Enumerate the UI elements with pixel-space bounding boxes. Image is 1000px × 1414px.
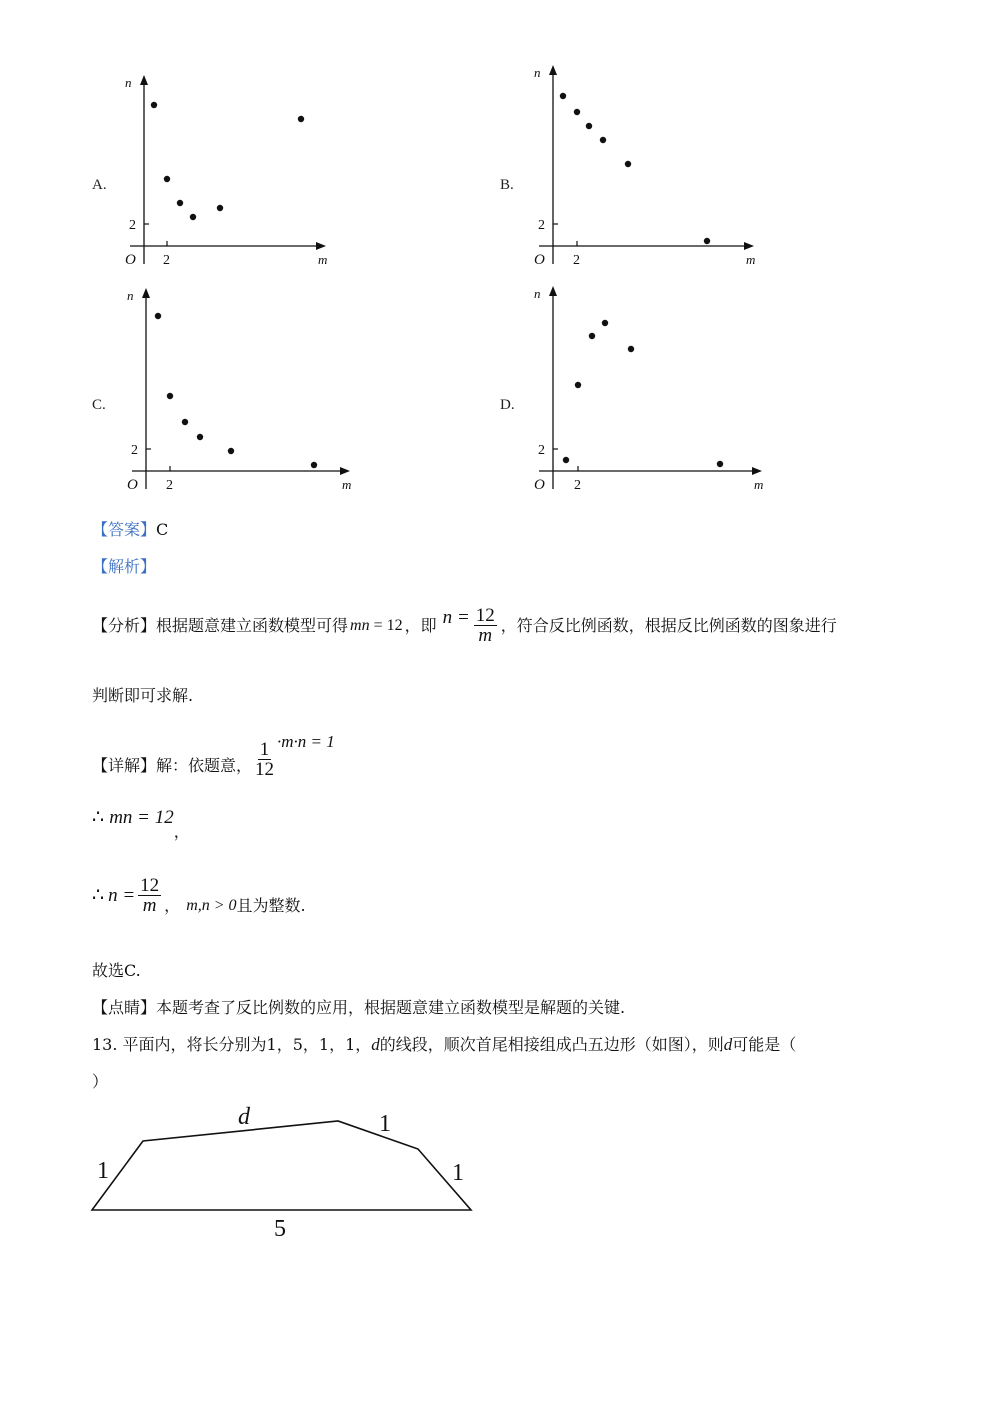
option-a-y-arrow xyxy=(140,75,148,85)
option-a-axis-label-m: m xyxy=(318,252,328,267)
option-d-x-arrow xyxy=(752,467,762,475)
fenxi-frac-den: m xyxy=(478,624,493,646)
option-c-point-5 xyxy=(228,448,234,454)
option-c-x-tick-label: 2 xyxy=(166,478,173,493)
xiangjie-frac-num: 1 xyxy=(259,739,270,760)
q13-post: 可能是（ xyxy=(732,1035,797,1054)
step1-expr: mn = 12 xyxy=(109,807,174,828)
option-c-axis-label-n: n xyxy=(127,288,134,303)
option-d-axis-label-m: m xyxy=(754,477,764,492)
option-c-point-6 xyxy=(311,462,317,468)
option-b-y-tick-label: 2 xyxy=(538,218,545,233)
fenxi-text1: 根据题意建立函数模型可得 xyxy=(156,616,349,635)
option-c-x-arrow xyxy=(340,467,350,475)
option-d-point-6 xyxy=(717,461,723,467)
option-a-point-5 xyxy=(217,205,223,211)
pentagon-label-left: 1 xyxy=(97,1158,109,1184)
option-a-point-3 xyxy=(177,200,183,206)
option-c-origin-label: O xyxy=(127,477,138,493)
fenxi-frac-num: 12 xyxy=(475,604,495,626)
option-b-y-arrow xyxy=(549,65,557,75)
option-a-origin-label: O xyxy=(125,252,136,268)
pentagon-label-d: d xyxy=(238,1104,250,1130)
option-d-point-4 xyxy=(602,320,608,326)
option-b-axis-label-m: m xyxy=(746,252,756,267)
option-c-y-tick-label: 2 xyxy=(131,443,138,458)
option-c-y-arrow xyxy=(142,288,150,298)
option-d-origin-label: O xyxy=(534,477,545,493)
option-c-letter: C. xyxy=(92,397,106,413)
step2-frac-num: 12 xyxy=(140,874,160,896)
option-d-y-arrow xyxy=(549,286,557,296)
pentagon-label-right: 1 xyxy=(452,1160,464,1186)
option-b-point-5 xyxy=(625,161,631,167)
option-c-axis-label-m: m xyxy=(342,477,352,492)
step2-comma: ， xyxy=(164,896,181,915)
option-b-point-3 xyxy=(586,123,592,129)
step2-line xyxy=(92,868,306,924)
option-a-point-1 xyxy=(151,102,157,108)
xiangjie-fraction xyxy=(253,741,276,780)
option-d-point-5 xyxy=(628,346,634,352)
answer-value: C xyxy=(156,520,169,539)
option-c-point-1 xyxy=(155,313,161,319)
xiangjie-label: 【详解】 xyxy=(92,756,157,775)
option-a-axis-label-n: n xyxy=(125,75,132,90)
step2-therefore: ∴ xyxy=(92,885,105,906)
step2-fraction xyxy=(138,874,161,916)
dianjing-line xyxy=(92,998,625,1018)
fenxi-fraction xyxy=(474,604,497,646)
q13-var-d-2: d xyxy=(723,1035,733,1054)
pentagon-figure xyxy=(0,1090,600,1250)
option-a-letter: A. xyxy=(92,177,107,193)
xiangjie-expr: ·m·n = 1 xyxy=(277,732,335,751)
option-b-x-tick-label: 2 xyxy=(573,253,580,268)
option-c-point-2 xyxy=(167,393,173,399)
analysis-label: 【解析】 xyxy=(92,557,157,576)
option-d-point-3 xyxy=(589,333,595,339)
question13-line2: ） xyxy=(92,1072,109,1091)
option-a-x-arrow xyxy=(316,242,326,250)
fenxi-mn: mn xyxy=(350,617,370,634)
fenxi-eq12: = 12 xyxy=(373,617,403,634)
option-d-point-1 xyxy=(563,457,569,463)
option-d-point-2 xyxy=(575,382,581,388)
option-a-point-6 xyxy=(298,116,304,122)
step2-frac-den: m xyxy=(142,894,157,916)
dianjing-text: 本题考查了反比例数的应用，根据题意建立函数模型是解题的关键. xyxy=(156,998,626,1017)
step1-line xyxy=(92,806,190,846)
pentagon-label-bottom: 5 xyxy=(274,1216,286,1242)
options-figure xyxy=(0,0,1000,510)
option-b-x-arrow xyxy=(744,242,754,250)
pentagon-label-upper-right: 1 xyxy=(379,1111,391,1137)
step2-cond: m,n > 0 xyxy=(186,897,237,914)
step2-tail: 且为整数. xyxy=(236,896,306,915)
option-c-point-4 xyxy=(197,434,203,440)
option-b-origin-label: O xyxy=(534,252,545,268)
fenxi-n-eq: n = xyxy=(442,607,470,628)
q13-pre: 13. 平面内，将长分别为1，5，1，1， xyxy=(92,1035,372,1054)
fenxi-text3: ，符合反比例函数，根据反比例函数的图象进行 xyxy=(500,616,837,635)
step1-therefore: ∴ xyxy=(92,807,105,828)
choose-line: 故选C. xyxy=(92,961,141,980)
option-a-point-4 xyxy=(190,214,196,220)
fenxi-label: 【分析】 xyxy=(92,616,157,635)
fenxi-line xyxy=(92,596,837,656)
answer-line xyxy=(92,520,168,540)
xiangjie-text: 解：依题意， xyxy=(156,756,253,775)
option-a-point-2 xyxy=(164,176,170,182)
pentagon-shape xyxy=(92,1121,471,1210)
option-d-y-tick-label: 2 xyxy=(538,443,545,458)
option-a-x-tick-label: 2 xyxy=(163,253,170,268)
option-d-axis-label-n: n xyxy=(534,286,541,301)
xiangjie-line xyxy=(92,718,335,780)
option-b-point-1 xyxy=(560,93,566,99)
option-d-x-tick-label: 2 xyxy=(574,478,581,493)
step1-comma: ， xyxy=(173,822,190,841)
option-b-point-4 xyxy=(600,137,606,143)
xiangjie-frac-den: 12 xyxy=(255,759,275,780)
option-b-point-6 xyxy=(704,238,710,244)
option-d-letter: D. xyxy=(500,397,515,413)
answer-label: 【答案】 xyxy=(92,520,157,539)
fenxi-line2: 判断即可求解. xyxy=(92,686,194,705)
dianjing-label: 【点睛】 xyxy=(92,998,157,1017)
option-b-letter: B. xyxy=(500,177,514,193)
q13-mid: 的线段，顺次首尾相接组成凸五边形（如图），则 xyxy=(379,1035,724,1054)
option-b-point-2 xyxy=(574,109,580,115)
question13-line1 xyxy=(92,1035,796,1055)
q13-var-d: d xyxy=(371,1035,380,1054)
option-c-point-3 xyxy=(182,419,188,425)
option-b-axis-label-n: n xyxy=(534,65,541,80)
step2-n-eq: n = xyxy=(108,885,136,906)
option-a-y-tick-label: 2 xyxy=(129,218,136,233)
fenxi-text2: ，即 xyxy=(404,616,437,635)
